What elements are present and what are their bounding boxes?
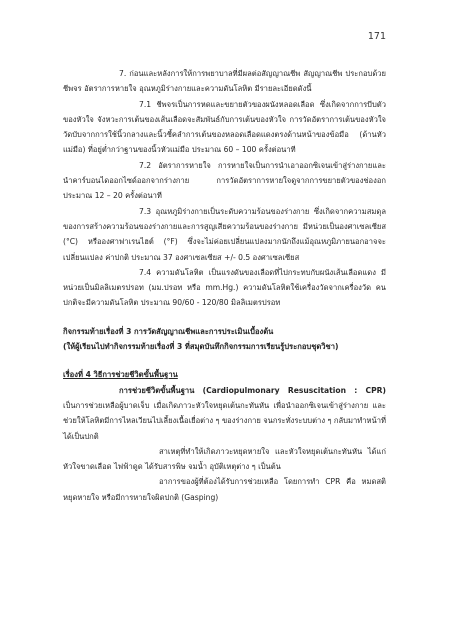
paragraph-symptoms: อาการของผู้ที่ต้องได้รับการช่วยเหลือ โดยการทำ CPR คือ หมดสติ หยุดหายใจ หรือมีการหายใจผิดปกติ (Gasping) [63,477,386,502]
paragraph-body-temperature: 7.3 อุณหภูมิร่างกายเป็นระดับความร้อนของร่างกาย ซึ่งเกิดจากความสมดุลของการสร้างความร้อนของร่างกายและการสูญเสียความร้อนของร่างกาย มีหน่วยเป็นองศาเซลเซียส (°C) หรือองศาฟาเรนไฮต์ (°F) ซึ่งจะไม่ค่อยเปลี่ยนแปลงมากนักถึงแม้อุณหภูมิภายนอกอาจจะเปลี่ยนแปลง ค่าปกติ ประมาณ 37 องศาเซลเซียส +/- 0.5 องศาเซลเซียส [63,206,386,262]
cpr-definition-text: เป็นการช่วยเหลือผู้บาดเจ็บ เมื่อเกิดภาวะหัวใจหยุดเต้นกะทันหัน เพื่อนำออกซิเจนเข้าสู่ร่างกาย และช่วยให้โลหิตมีการไหลเวียนไปเลี้ยงเนื้อเยื่อต่าง ๆ ของร่างกาย จนกระทั่งระบบต่าง ๆ กลับมาทำหน้าที่ได้เป็นปกติ [63,400,387,441]
section-heading: เรื่องที่ 4 วิธีการช่วยชีวิตขั้นพื้นฐาน [63,370,178,380]
paragraph-respiration: 7.2 อัตราการหายใจ การหายใจเป็นการนำเอาออกซิเจนเข้าสู่ร่างกายและนำคาร์บอนไดออกไซด์ออกจากร่างกาย การวัดอัตราการหายใจดูจากการขยายตัวของช่องอก ประมาณ 12 – 20 ครั้งต่อนาที [63,160,386,201]
cpr-term: การช่วยชีวิตขั้นพื้นฐาน (Cardiopulmonary Resuscitation : CPR) [119,385,386,395]
activity-note: (ให้ผู้เรียนไปทำกิจกรรมท้ายเรื่องที่ 3 ที่สมุดบันทึกกิจกรรมการเรียนรู้ประกอบชุดวิชา) [63,342,339,352]
paragraph-blood-pressure: 7.4 ความดันโลหิต เป็นแรงดันของเลือดที่ไปกระทบกับผนังเส้นเลือดแดง มีหน่วยเป็นมิลลิเมตรปรอท (มม.ปรอท หรือ mm.Hg.) ความดันโลหิตใช้เครื่องวัดจากเครื่องวัด คนปกติจะมีความดันโลหิต ประมาณ 90/60 - 120/80 มิลลิเมตรปรอท [63,267,386,308]
paragraph-cpr-definition [63,383,386,444]
activity-heading: กิจกรรมท้ายเรื่องที่ 3 การวัดสัญญาณชีพและการประเมินเบื้องต้น [63,326,274,336]
paragraph-pulse: 7.1 ชีพจรเป็นการหดและขยายตัวของผนังหลอดเลือด ซึ่งเกิดจากการบีบตัวของหัวใจ จังหวะการเต้นของเส้นเลือดจะสัมพันธ์กับการเต้นของหัวใจ การวัดอัตราการเต้นของหัวใจ วัดบับจากการใช้นิ้วกลางและนิ้วชี้คลำการเต้นของหลอดเลือดแดงตรงด้านหน้าของข้อมือ (ด้านหัวแม่มือ) ที่อยู่ต่ำกว่าฐานของนิ้วหัวแม่มือ ประมาณ 60 – 100 ครั้งต่อนาที [63,99,386,155]
paragraph-vital-signs-intro: 7. ก่อนและหลังการให้การพยาบาลที่มีผลต่อสัญญาณชีพ สัญญาณชีพ ประกอบด้วย ชีพจร อัตราการหายใจ อุณหภูมิร่างกายและความดันโลหิต มีรายละเอียดดังนี้ [63,69,386,94]
page-body [63,66,386,505]
paragraph-causes: สาเหตุที่ทำให้เกิดภาวะหยุดหายใจ และหัวใจหยุดเต้นกะทันหัน ได้แก่ หัวใจขาดเลือด ไฟฟ้าดูด ได้รับสารพิษ จมน้ำ อุบัติเหตุต่าง ๆ เป็นต้น [63,446,386,472]
spacer [63,311,386,324]
page-number: 171 [367,31,386,42]
spacer [63,354,386,367]
